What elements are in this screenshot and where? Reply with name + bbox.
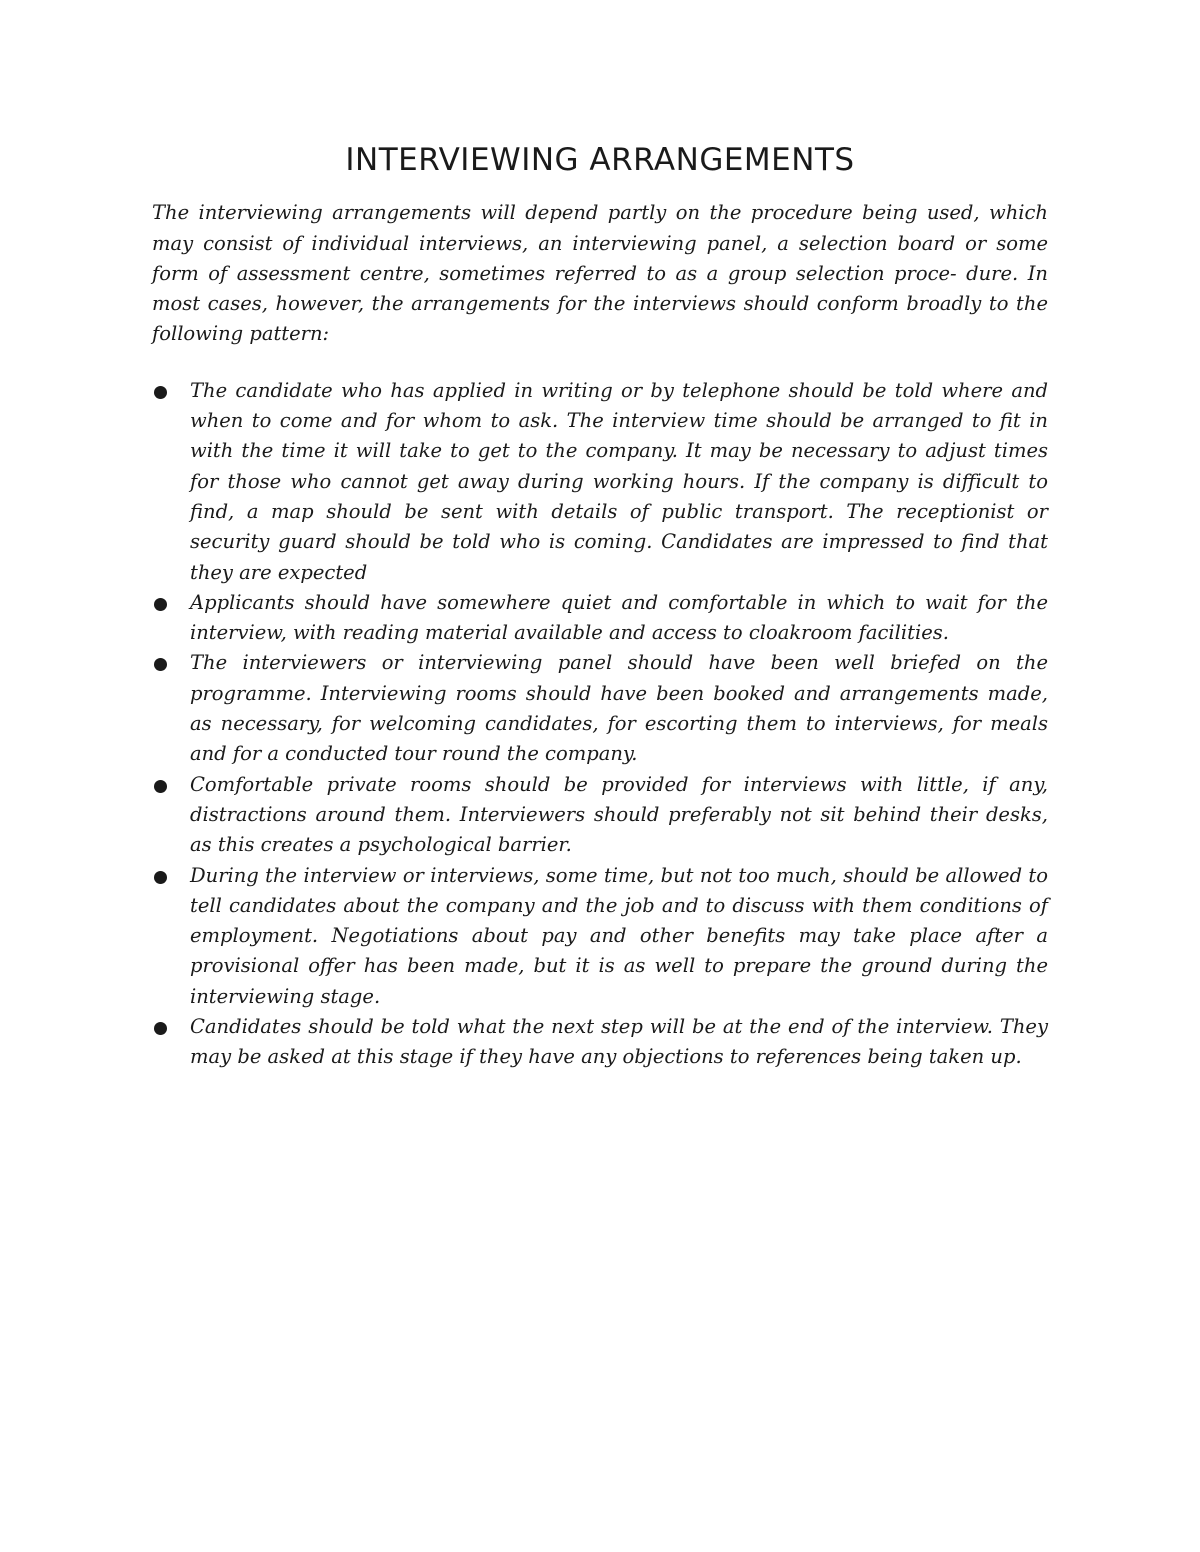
bullet-icon	[154, 658, 167, 671]
list-item-text: Applicants should have somewhere quiet and comfortable in which to wait for the interview, with reading material available and access to cloakroom facilities.	[190, 590, 1048, 645]
list-item-text: Comfortable private rooms should be provided for interviews with little, if any, distractions around them. Interviewers should preferably not sit behind their desks, as this creates a psychological barrier.	[190, 772, 1048, 857]
list-item	[152, 588, 1048, 649]
list-item	[152, 770, 1048, 861]
list-item	[152, 376, 1048, 588]
list-item	[152, 648, 1048, 769]
list-item-text: The candidate who has applied in writing or by telephone should be told where and when to come and for whom to ask. The interview time should be arranged to fit in with the time it will take to get to the company. It may be necessary to adjust times for those who cannot get away during working hours. If the company is difficult to find, a map should be sent with details of public transport. The receptionist or security guard should be told who is coming. Candidates are impressed to find that they are expected	[190, 378, 1048, 584]
page-title: INTERVIEWING ARRANGEMENTS	[345, 142, 855, 178]
list-item-text: The interviewers or interviewing panel should have been well briefed on the programme. Interviewing rooms should have been booked and arrangements made, as necessary, for welcoming candidates, for escorting them to interviews, for meals and for a conducted tour round the company.	[190, 651, 1048, 766]
list-item-text: During the interview or interviews, some time, but not too much, should be allowed to tell candidates about the company and the job and to discuss with them conditions of employment. Negotiations about pay and other benefits may take place after a provisional offer has been made, but it is as well to prepare the ground during the interviewing stage.	[190, 863, 1048, 1008]
bullet-list	[152, 376, 1048, 1073]
bullet-icon	[154, 871, 167, 884]
bullet-icon	[154, 386, 167, 399]
bullet-icon	[154, 780, 167, 793]
list-item-text: Candidates should be told what the next step will be at the end of the interview. They may be asked at this stage if they have any objections to references being taken up.	[190, 1015, 1048, 1069]
list-item	[152, 861, 1048, 1012]
intro-paragraph: The interviewing arrangements will depend partly on the procedure being used, which may consist of individual interviews, an interviewing panel, a selection board or some form of assessment centre, sometimes referred to as a group selection proce- dure. In most cases, however, the arrangements for the interviews should conform broadly to the following pattern:	[152, 201, 1048, 346]
document-page	[152, 140, 1048, 1073]
list-item	[152, 1012, 1048, 1073]
bullet-icon	[154, 1022, 167, 1035]
bullet-icon	[154, 598, 167, 611]
